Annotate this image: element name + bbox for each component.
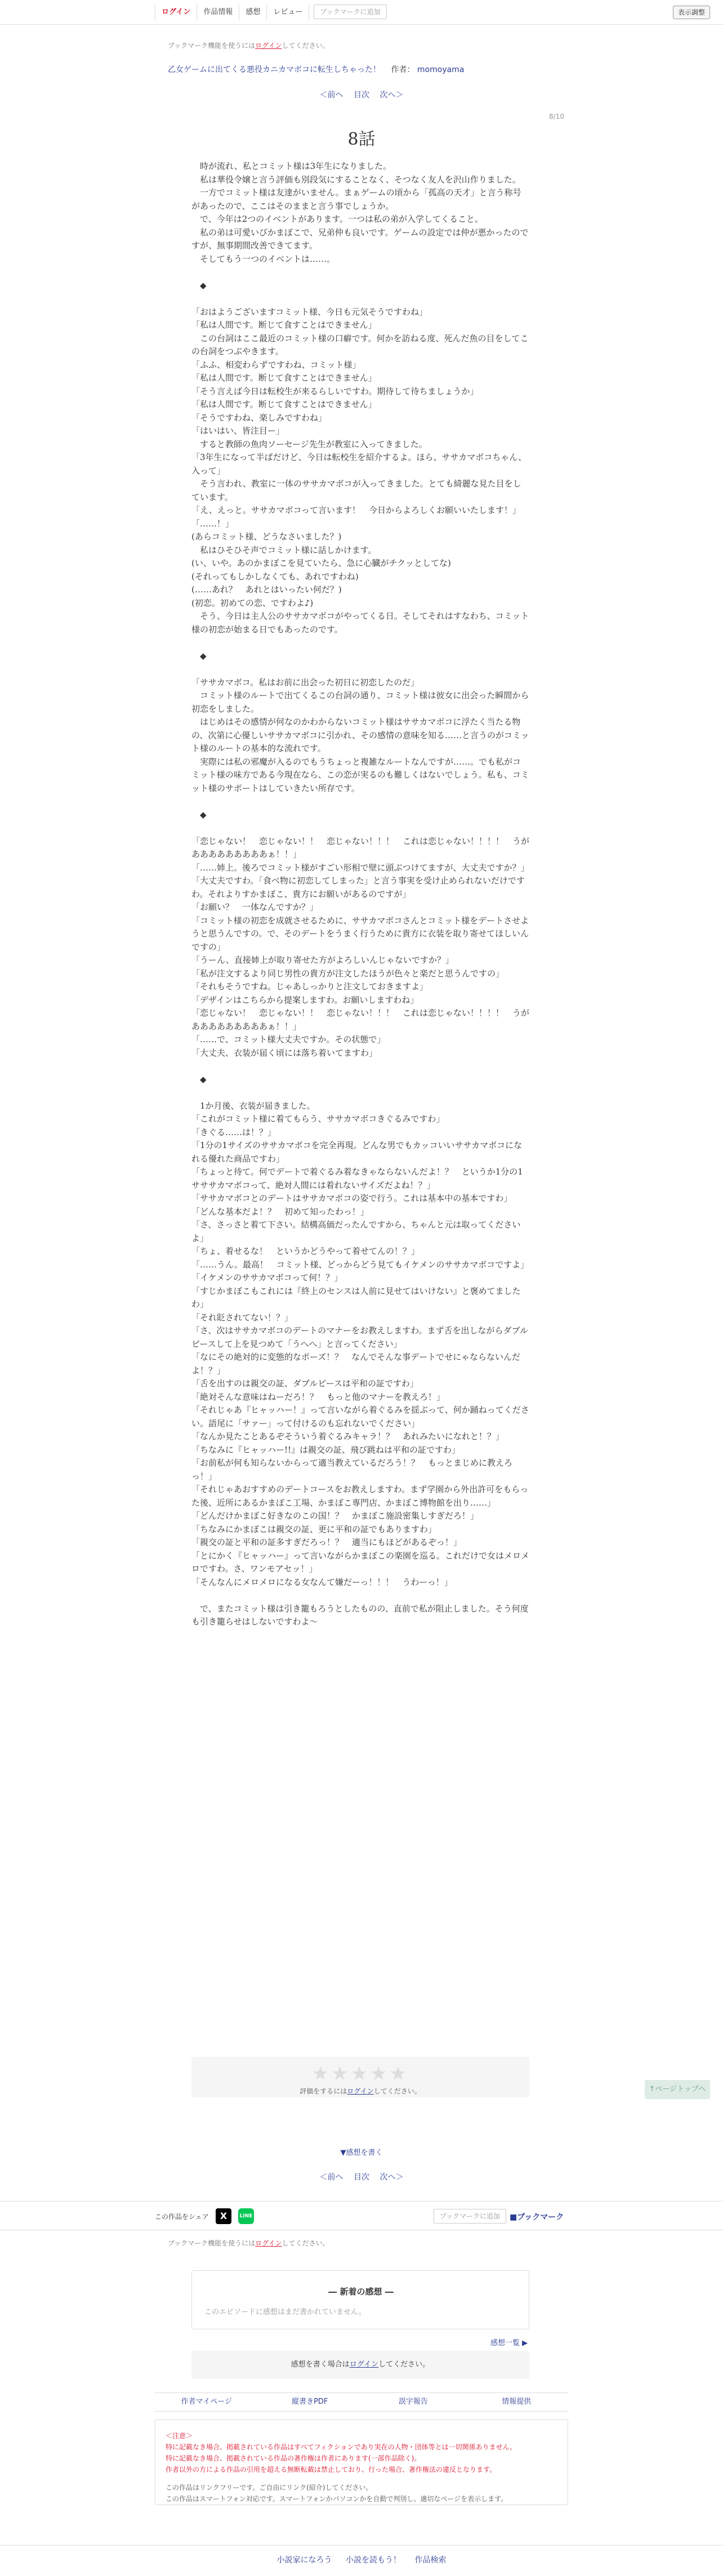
body-paragraph: 「とにかく『ヒャッハー』って言いながらかまぼこの楽園を巡る。これだけで女はメロメロですわ。さ、ワンモアセッ！」 <box>191 1550 530 1574</box>
notes-line-4: この作品はリンクフリーです。ご自由にリンク(紹介)してください。 <box>166 2484 373 2492</box>
body-paragraph: 「イケメンのササカマボコって何！？」 <box>191 1273 343 1283</box>
review-login-box <box>191 2351 529 2379</box>
body-paragraph: ◆ <box>191 1074 207 1084</box>
body-paragraph: 「すじかまぼこもこれには『終上のセンスは人前に見せてはいけない』と褒めてましたわ」 <box>191 1285 521 1309</box>
body-paragraph: 「ちなみに『ヒャッハー!!』は親交の証、飛び跳ねは平和の証ですわ」 <box>191 1444 461 1455</box>
body-paragraph: 時が流れ、私とコミット様は3年生になりました。 <box>191 161 392 171</box>
body-paragraph: 「それ貶されてない！？」 <box>191 1312 293 1323</box>
body-paragraph: 「ちょ、着せるな！ というかどうやって着せてんの！？」 <box>191 1246 420 1256</box>
review-list-link[interactable]: 感想一覧 ▶ <box>490 2339 528 2347</box>
body-paragraph <box>191 1589 529 1602</box>
notes-box <box>155 2419 568 2505</box>
narou-link[interactable]: 小説家になろう <box>276 2556 332 2565</box>
body-paragraph: 「恋じゃない！ 恋じゃない！！ 恋じゃない！！！ これは恋じゃない！！！！ うがあああああああああぁ！！」 <box>191 1008 530 1032</box>
body-paragraph: で、またコミット様は引き籠もろうとしたものの、直前で私が阻止しました。そう何度も引き籠らせはしないですわよ～ <box>191 1603 529 1627</box>
body-paragraph: 「ふふ、相変わらずですわね、コミット様」 <box>191 359 361 370</box>
no-reviews-text: このエピソードに感想はまだ書かれていません。 <box>204 2308 366 2316</box>
body-paragraph: 「……姉上。後ろでコミット様がすごい形相で壁に頭ぶつけてますが、大丈夫ですか？」 <box>191 862 529 873</box>
info-provide-link[interactable]: 情報提供 <box>502 2398 532 2406</box>
bookmark-notice-login-link[interactable]: ログイン <box>255 42 282 50</box>
body-paragraph: 「え、えっと。ササカマボコって言います！ 今日からよろしくお願いいたします！」 <box>191 505 521 515</box>
body-paragraph: この台詞はここ最近のコミット様の口癖です。何かを訪ねる度、死んだ魚の目をしてこの台詞をつぶやきます。 <box>191 333 529 356</box>
body-paragraph: 「親交の証と平和の証多すぎだろっ！？ 適当にもほどがあるぞっ！」 <box>191 1537 462 1547</box>
x-share-icon[interactable]: X <box>216 2208 231 2224</box>
yomou-link[interactable]: 小説を読もう！ <box>346 2556 401 2565</box>
body-paragraph: はじめはその感情が何なのかわからないコミット様はササカマボコに浮たく当たる物の、次第に心優しいササカマボコに引かれ、その感情の意味を知る……と言うのがコミット様のルートの基本的な流れです。 <box>191 717 529 753</box>
series-line <box>168 64 464 75</box>
rating-box <box>191 2057 529 2097</box>
bottom-divider <box>0 2545 723 2546</box>
body-paragraph: (……あれ？ あれとはいったい何だ？) <box>191 584 342 595</box>
author-mypage-link[interactable]: 作者マイページ <box>181 2398 232 2406</box>
body-paragraph: 「なにその絶対的に変態的なポーズ！？ なんでそんな事デートでせにゃならないんだよ！？」 <box>191 1352 520 1376</box>
top-bar <box>0 0 723 25</box>
body-paragraph: コミット様のルートで出てくるこの台詞の通り、コミット様は彼女に出会った瞬間から初恋をしました。 <box>191 690 529 714</box>
body-paragraph: 私はひそひそ声でコミット様に話しかけます。 <box>191 544 377 555</box>
body-paragraph <box>191 1086 529 1100</box>
body-paragraph: 「恋じゃない！ 恋じゃない！！ 恋じゃない！！！ これは恋じゃない！！！！ うがあああああああああぁ！！」 <box>191 836 530 859</box>
body-paragraph: すると教師の魚肉ソーセージ先生が教室に入ってきました。 <box>191 439 427 449</box>
work-info-link[interactable]: 作品情報 <box>197 5 239 20</box>
body-paragraph: 「そう言えば今日は転校生が来るらしいですわ。期待して待ちましょうか」 <box>191 386 479 396</box>
rating-note-text-end: してください。 <box>373 2087 421 2095</box>
body-paragraph: 「デザインはこちらから提案しますわ。お願いしますわね」 <box>191 994 419 1005</box>
body-paragraph: そしてもう一つのイベントは……。 <box>191 253 336 264</box>
body-paragraph: 「ちょっと待て。何でデートで着ぐるみ着なきゃならないんだよ！？ というか1分の1サササカマボコって、絶対人間には着れないサイズだよね！？」 <box>191 1167 523 1190</box>
body-paragraph: 「それじゃあおすすめのデートコースをお教えしますわ。まず学園から外出許可をもらった後、近所にあるかまぼこ工場、かまぼこ専門店、かまぼこ博物館を出り……」 <box>191 1484 529 1508</box>
body-paragraph: そう、今日は主人公のササカマボコがやってくる日。そしてそれはすなわち、コミット様の初恋が始まる日でもあったのです。 <box>191 611 529 635</box>
body-paragraph: (初恋。初めての恋、ですわよ♪) <box>191 597 314 608</box>
review-login-text-end: してください。 <box>378 2360 430 2369</box>
body-paragraph: 「これがコミット様に着てもらう、ササカマボコきぐるみですわ」 <box>191 1114 445 1124</box>
bookmark-notice-text-end: してください。 <box>282 42 329 50</box>
body-paragraph: 「コミット様の初恋を成就させるために、ササカマボコさんとコミット様をデートさせようと思うんですの。で、そのデートをうまく行うために貴方に衣装を取り寄せてほしいんですの」 <box>191 915 529 952</box>
reviews-link[interactable]: レビュー <box>267 5 309 20</box>
notes-title: ＜注意＞ <box>166 2432 193 2440</box>
body-paragraph: ◆ <box>191 809 207 820</box>
body-paragraph: (あらコミット様、どうなさいました？) <box>191 532 342 542</box>
page-top-button[interactable]: ↑ページトップへ <box>645 2080 710 2099</box>
body-paragraph: 「……！」 <box>191 518 234 529</box>
rating-note <box>191 2086 529 2096</box>
body-paragraph: 「それもそうですね。じゃあしっかりと注文しておきますよ」 <box>191 981 429 992</box>
notes-line-5: この作品はスマートフォン対応です。スマートフォンかパソコンかを自動で判別し、適切なページを表示します。 <box>166 2495 508 2503</box>
body-paragraph: 「きぐる……は！？」 <box>191 1127 276 1137</box>
new-reviews-box <box>191 2270 529 2329</box>
episode-title: 8話 <box>347 130 376 149</box>
body-paragraph: 私の弟は可愛いびかまぼこで、兄弟仲も良いです。ゲームの設定では仲が悪かったのですが、無事期間改善できてます。 <box>191 227 529 251</box>
body-paragraph: 「3年生になって半ばだけど、今日は転校生を紹介するよ。ほら、ササカマボコちゃん、入って」 <box>191 452 527 476</box>
vertical-pdf-link[interactable]: 縦書きPDF <box>292 2398 328 2406</box>
body-paragraph: 実際には私の邪魔が入るのでもうちょっと複雑なルートなんですが……。でも私がコミット様の味方である今現在なら、この恋が実るのも難しくはないでしょう。私も、コミット様のサポートはしていきたい所存です。 <box>191 756 529 793</box>
footer-links <box>155 2392 568 2412</box>
body-paragraph: 「私は人間です。断じて食すことはできません」 <box>191 399 377 409</box>
body-paragraph: 「どんだけかまぼこ好きなのこの国！？ かまぼこ施設密集しすぎだろ！」 <box>191 1511 479 1521</box>
review-login-link[interactable]: ログイン <box>349 2360 379 2369</box>
body-paragraph: 「……うん。最高！ コミット様、どっからどう見てもイケメンのササカマボコですよ」 <box>191 1259 529 1270</box>
author-label: 作者： <box>391 65 415 74</box>
body-paragraph: 「うーん、直接姉上が取り寄せた方がよろしいんじゃないですか？」 <box>191 955 454 965</box>
impressions-link[interactable]: 感想 <box>239 5 267 20</box>
body-paragraph: 私は華役令嬢と言う評価も別段気にすることなく、そつなく友人を沢山作りました。 <box>191 174 521 185</box>
bookmark-notice <box>168 41 329 50</box>
next-link[interactable]: 次へ＞ <box>380 91 404 100</box>
typo-report-link[interactable]: 誤字報告 <box>398 2398 428 2406</box>
body-paragraph: 「さ、さっさと着て下さい。結構高価だったんですから、ちゃんと元は取ってくださいよ」 <box>191 1220 521 1243</box>
body-paragraph: 「ササカマボコ。私はお前に出会った初日に初恋したのだ」 <box>191 677 419 687</box>
prev-link[interactable]: ＜前へ <box>319 91 343 100</box>
line-share-icon[interactable]: LINE <box>238 2208 254 2224</box>
top-pager <box>0 89 723 100</box>
notes-line-3: 作者以外の方による作品の引用を超える無断転載は禁止しており、行った場合、著作権法の違反となります。 <box>166 2466 497 2474</box>
bookmark-notice-bottom-text-end: してください。 <box>282 2239 329 2247</box>
series-title-link[interactable]: 乙女ゲームに出てくる悪役カニカマボコに転生しちゃった！ <box>168 65 381 74</box>
body-paragraph: 「私が注文するより同じ男性の貴方が注文したほうが色々と楽だと思うんですの」 <box>191 968 505 979</box>
body-paragraph: 「はいはい、皆注目ー」 <box>191 426 285 436</box>
top-nav <box>155 5 387 20</box>
body-paragraph: 「ササカマボコとのデートはササカマボコの姿で行う。これは基本中の基本ですわ」 <box>191 1193 512 1203</box>
body-paragraph: 「お願い？ 一体なんですか？」 <box>191 902 319 912</box>
bottom-links <box>0 2554 723 2565</box>
body-paragraph: (それってもしかしなくても、あれですわね) <box>191 571 359 582</box>
login-link[interactable]: ログイン <box>155 5 197 20</box>
rating-stars[interactable]: ★★★★★ <box>311 2062 409 2085</box>
body-paragraph: ◆ <box>191 650 207 661</box>
page-number: 8/10 <box>549 113 564 120</box>
body-paragraph <box>191 663 529 676</box>
body-paragraph: 一方でコミット様は友達がいません。まぁゲームの頃から「孤高の天才」と言う称号があったので、ここはそのままと言う事でしょうか。 <box>191 187 521 211</box>
body-paragraph: 「1分の1サイズのササカマボコを完全再現。どんな男でもカッコいいササカマボコになれる優れた商品ですわ」 <box>191 1140 523 1164</box>
body-paragraph: 「私は人間です。断じて食すことはできません」 <box>191 373 377 383</box>
body-paragraph: 「ちなみにかまぼこは親交の証、更に平和の証でもありますわ」 <box>191 1524 437 1534</box>
body-paragraph <box>191 266 529 279</box>
rating-login-link[interactable]: ログイン <box>347 2087 374 2095</box>
write-review-link[interactable]: ▼感想を書く <box>340 2149 383 2157</box>
body-paragraph: (い、いや。あのかまぼこを見ていたら、急に心臓がチクッとしてな) <box>191 558 451 568</box>
next-link-bottom[interactable]: 次へ＞ <box>380 2173 404 2182</box>
body-paragraph <box>191 822 529 835</box>
rating-note-text: 評価をするには <box>300 2087 347 2095</box>
body-paragraph <box>191 292 529 306</box>
body-paragraph <box>191 1060 529 1073</box>
bookmark-notice-text: ブックマーク機能を使うには <box>168 42 256 50</box>
share-bar <box>0 2201 723 2230</box>
bookmark-link[interactable]: ■ブックマーク <box>510 2213 564 2222</box>
bottom-pager <box>0 2171 723 2182</box>
body-paragraph: 「舌を出すのは親交の証、ダブルピースは平和の証ですわ」 <box>191 1378 419 1389</box>
body-paragraph: ◆ <box>191 280 207 291</box>
body-paragraph: そう言われ、教室に一体のササカマボコが入ってきました。とても綺麗な見た目をしています。 <box>191 479 521 502</box>
toc-link-bottom[interactable]: 目次 <box>354 2173 369 2182</box>
novel-body <box>191 160 529 1629</box>
body-paragraph: 「私は人間です。断じて食すことはできません」 <box>191 320 377 330</box>
body-paragraph: 「おはようございますコミット様、今日も元気そうですわね」 <box>191 306 427 317</box>
body-paragraph <box>191 636 529 650</box>
author-link[interactable]: momoyama <box>417 65 465 74</box>
add-bookmark-button-bottom[interactable]: ブックマークに追加 <box>434 2209 506 2224</box>
body-paragraph: 「大丈夫、衣装が届く頃には落ち着いてますわ」 <box>191 1047 378 1058</box>
body-paragraph: 「お前私が何も知らないからって適当教えているだろう！？ もっとまじめに教えろっ！」 <box>191 1458 513 1481</box>
prev-link-bottom[interactable]: ＜前へ <box>319 2173 343 2182</box>
body-paragraph: 「絶対そんな意味はねーだろ！？ もっと他のマナーを教えろ！」 <box>191 1391 445 1402</box>
body-paragraph: 「さ、次はササカマボコのデートのマナーをお教えしますわ。まず舌を出しながらダブルピースして上を見つめて「うへへ」と言ってください」 <box>191 1325 528 1349</box>
notes-line-2: 特に記載なき場合、掲載されている作品の著作権は作者にあります(一部作品除く)。 <box>166 2454 421 2462</box>
bookmark-notice-bottom-text: ブックマーク機能を使うには <box>168 2239 256 2247</box>
body-paragraph: 「それじゃあ『ヒャッハー！』って言いながら着ぐるみを揺ぶって、何か踊ねってください。語尾に「サァー」って付けるのも忘れないでください」 <box>191 1405 529 1428</box>
search-link[interactable]: 作品検索 <box>414 2556 447 2565</box>
toc-link[interactable]: 目次 <box>354 91 369 100</box>
body-paragraph: 1か月後、衣装が届きました。 <box>191 1100 315 1111</box>
body-paragraph: 「なんか見たことあるぞそういう着ぐるみキャラ！？ あれみたいになれと！？」 <box>191 1431 505 1441</box>
body-paragraph: で、今年は2つのイベントがあります。一つは私の弟が入学してくること。 <box>191 214 484 224</box>
body-paragraph: 「大丈夫ですわ。「食べ物に初恋してしまった」と言う事実を受け止められないだけですわ。それよりすかまぼこ、貴方にお願いがあるのですが」 <box>191 876 525 899</box>
add-bookmark-button[interactable]: ブックマークに追加 <box>314 5 386 19</box>
body-paragraph: 「どんな基本だよ！？ 初めて知ったわっ！」 <box>191 1206 369 1217</box>
body-paragraph <box>191 795 529 809</box>
bookmark-notice-bottom-login-link[interactable]: ログイン <box>255 2239 282 2247</box>
body-paragraph: 「……で、コミット様大丈夫ですか。その状態で」 <box>191 1034 386 1044</box>
review-login-text: 感想を書く場合は <box>291 2360 350 2369</box>
notes-line-1: 特に記載なき場合、掲載されている作品はすべてフィクションであり実在の人物・団体等とは一切関係ありません。 <box>166 2443 517 2451</box>
body-paragraph: 「そうですわね、楽しみですわね」 <box>191 412 327 423</box>
display-settings-button[interactable]: 表示調整 <box>673 6 710 19</box>
bookmark-notice-bottom <box>168 2238 329 2248</box>
share-label: この作品をシェア <box>155 2213 209 2221</box>
new-reviews-heading: ― 新着の感想 ― <box>328 2287 394 2297</box>
body-paragraph: 「そんなんにメロメロになる女なんて嫌だーっ！！！ うわーっ！」 <box>191 1577 453 1587</box>
